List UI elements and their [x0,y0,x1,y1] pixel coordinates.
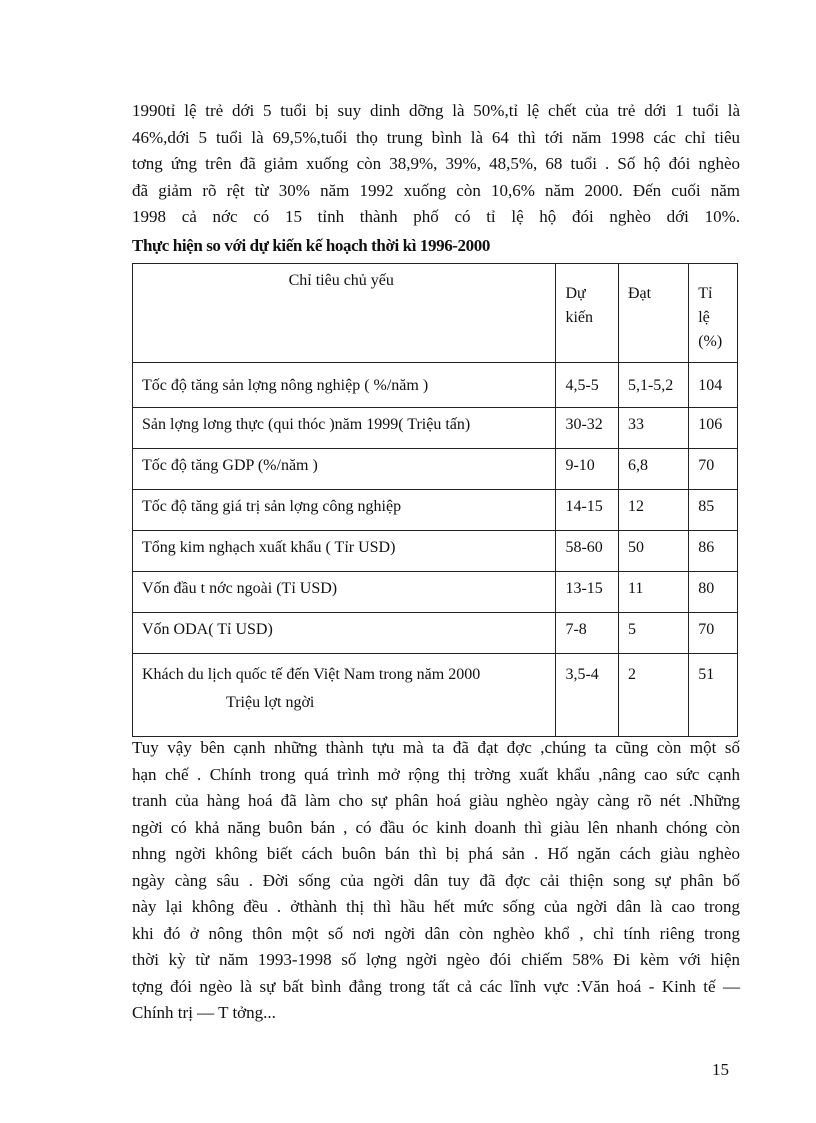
text-line: ngày càng sâu . Đời sống của ngời dân tuy đã đợc cải thiện song sự phân bố [132,870,740,890]
text-line: tranh của hàng hoá đã làm cho sự phân hoá giàu nghèo ngày càng rõ nét .Những [132,791,740,810]
cell-planned: 7-8 [556,613,619,654]
cell-indicator: Tốc độ tăng giá trị sản lợng công nghiệp [133,490,556,531]
cell-indicator: Tốc độ tăng GDP (%/năm ) [133,449,556,490]
text-line: tơng ứng trên đã giảm xuống còn 38,9%, 39%, 48,5%, 68 tuổi . Số hộ đói nghèo [132,154,740,173]
header-planned-line: Dự [565,285,586,302]
cell-indicator: Tổng kim nghạch xuất khẩu ( Tỉr USD) [133,531,556,572]
text-line: thời kỳ từ năm 1993-1998 số lợng ngời ngèo đói chiếm 58% Đi kèm với hiện [132,950,740,969]
table-row [133,408,738,449]
cell-ratio: 104 [689,363,738,408]
cell-ratio: 51 [689,654,738,737]
cell-ratio: 85 [689,490,738,531]
cell-indicator [133,654,556,737]
cell-ratio: 70 [689,449,738,490]
cell-achieved: 33 [618,408,688,449]
table-row [133,531,738,572]
text-line: khi đó ở nông thôn một số nơi ngời dân còn nghèo khổ , chỉ tính riêng trong [132,923,740,943]
text-line: tợng đói ngèo là sự bất bình đẳng trong tất cả các lĩnh vực :Văn hoá - Kinh tế — [132,976,740,996]
intro-paragraph [132,98,740,231]
header-indicator: Chỉ tiêu chủ yếu [133,264,556,363]
cell-indicator: Vốn ODA( Tỉ USD) [133,613,556,654]
cell-indicator-main: Khách du lịch quốc tế đến Việt Nam trong năm 2000 [142,666,481,683]
cell-achieved: 5 [618,613,688,654]
table-header-row [133,264,738,363]
header-ratio [689,264,738,363]
text-line: đã giảm rõ rệt từ 30% năm 1992 xuống còn 10,6% năm 2000. Đến cuối năm [132,180,740,200]
cell-achieved: 12 [618,490,688,531]
text-line: 1998 cả nớc có 15 tỉnh thành phố có tỉ lệ hộ đói nghèo dới 10%. [132,207,740,226]
text-line: 1990tỉ lệ trẻ dới 5 tuổi bị suy dinh dỡng là 50%,tỉ lệ chết của trẻ dới 1 tuổi là [132,101,740,120]
table-row [133,449,738,490]
cell-planned: 13-15 [556,572,619,613]
cell-planned: 14-15 [556,490,619,531]
text-line: Chính trị — T tởng... [132,1003,276,1022]
table-row [133,363,738,408]
cell-achieved: 11 [618,572,688,613]
text-line: này lại không đều . ởthành thị thì hầu hết mức sống của ngời dân là cao trong [132,897,740,916]
cell-achieved: 5,1-5,2 [618,363,688,408]
table-row [133,613,738,654]
cell-planned: 3,5-4 [556,654,619,737]
cell-ratio: 80 [689,572,738,613]
table-heading: Thực hiện so với dự kiến kế hoạch thời kì 1996-2000 [132,236,490,255]
header-achieved: Đạt [618,264,688,363]
cell-planned: 58-60 [556,531,619,572]
cell-planned: 30-32 [556,408,619,449]
header-ratio-line: lệ [698,309,710,326]
cell-indicator-unit: Triệu lợt ngời [226,694,315,711]
page-number: 15 [712,1060,729,1079]
header-planned-line: kiến [565,309,594,326]
cell-indicator: Tốc độ tăng sản lợng nông nghiệp ( %/năm ) [133,363,556,408]
cell-ratio: 86 [689,531,738,572]
cell-planned: 4,5-5 [556,363,619,408]
text-line: hạn chế . Chính trong quá trình mở rộng thị trờng xuất khẩu ,nâng cao sức cạnh [132,764,740,784]
cell-indicator: Vốn đầu t nớc ngoài (Tỉ USD) [133,572,556,613]
text-line: ngời có khả năng buôn bán , có đầu óc kinh doanh thì giàu lên nhanh chóng còn [132,817,740,837]
cell-indicator: Sản lợng lơng thực (qui thóc )năm 1999( Triệu tấn) [133,408,556,449]
cell-achieved: 6,8 [618,449,688,490]
table-row [133,654,738,737]
table-row [133,572,738,613]
analysis-paragraph [132,735,740,1027]
cell-ratio: 70 [689,613,738,654]
text-line: nhng ngời không biết cách buôn bán thì bị phá sản . Hố ngăn cách giàu nghèo [132,844,740,863]
cell-achieved: 2 [618,654,688,737]
cell-planned: 9-10 [556,449,619,490]
cell-achieved: 50 [618,531,688,572]
text-line: 46%,dới 5 tuổi là 69,5%,tuổi thọ trung bình là 64 thì tới năm 1998 các chỉ tiêu [132,127,740,147]
plan-results-table [132,263,738,737]
header-planned [556,264,619,363]
text-line: Tuy vậy bên cạnh những thành tựu mà ta đã đạt đợc ,chúng ta cũng còn một số [132,738,740,757]
header-ratio-line: (%) [698,333,723,350]
table-row [133,490,738,531]
header-ratio-line: Tỉ [698,285,713,302]
cell-ratio: 106 [689,408,738,449]
